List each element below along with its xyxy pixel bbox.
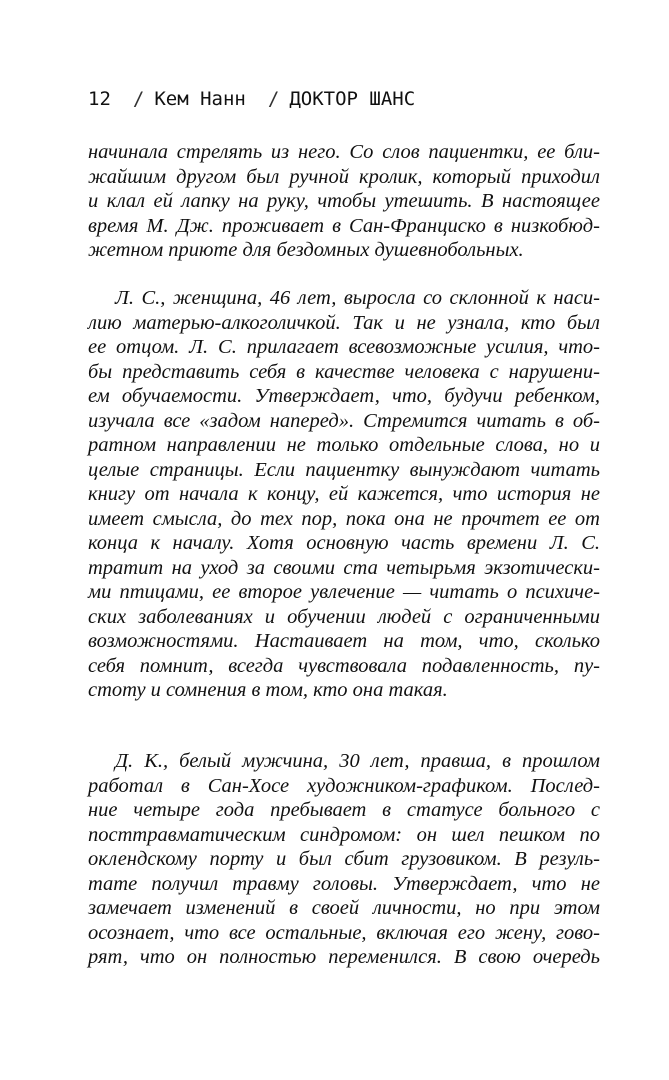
text-line: Д. К., белый мужчина, 30 лет, правша, в прошлом [115,750,600,772]
text-line: лию матерью-алкоголичкой. Так и не узнала, кто был [88,311,600,334]
text-line: ратном направлении не только отдельные слова, но и [88,434,600,456]
paragraph-case-ls [88,286,600,703]
text-line: стоту и сомнения в том, кто она такая. [88,679,448,701]
separator: / [267,88,280,110]
book-title: ДОКТОР ШАНС [289,88,416,110]
text-line: бы представить себя в качестве человека с нарушени- [88,360,600,383]
text-line: начинала стрелять из него. Со слов пациентки, ее бли- [88,141,600,163]
text-line: ских заболеваниях и обучении людей с ограниченными [88,605,600,628]
paragraph-case-dk [88,749,600,970]
paragraph-continuation [88,140,600,263]
text-line: замечает изменений в своей личности, но при этом [88,897,600,919]
text-line: конца к началу. Хотя основную часть времени Л. С. [88,532,600,554]
page-number: 12 [88,88,111,110]
separator: / [132,88,145,110]
text-line: посттравматическим синдромом: он шел пешком по [88,823,600,846]
text-line: Л. С., женщина, 46 лет, выросла со склонной к наси- [115,287,600,309]
text-line: оклендскому порту и был сбит грузовиком. В резуль- [88,848,600,870]
running-header [88,88,415,110]
text-line: тратит на уход за своими ста четырьмя экзотически- [88,556,600,579]
text-line: ние четыре года пребывает в статусе больного с [88,799,600,821]
text-line: работал в Сан-Хосе художником-графиком. Послед- [88,774,600,797]
text-line: тате получил травму головы. Утверждает, что не [88,872,600,895]
text-line: ми птицами, ее второе увлечение — читать о психиче- [88,581,600,603]
text-line: рят, что он полностью переменился. В свою очередь [88,946,600,968]
text-line: книгу от начала к концу, ей кажется, что история не [88,483,600,505]
text-line: время М. Дж. проживает в Сан-Франциско в низкобюд- [88,214,600,237]
text-line: жайшим другом был ручной кролик, который приходил [88,165,600,188]
text-line: возможностями. Настаивает на том, что, сколько [88,630,600,652]
text-line: имеет смысла, до тех пор, пока она не прочтет ее от [88,507,600,530]
text-line: ее отцом. Л. С. прилагает всевозможные усилия, что- [88,336,600,358]
text-line: изучала все «задом наперед». Стремится читать в об- [88,409,600,432]
text-line: осознает, что все остальные, включая его жену, гово- [88,921,600,944]
text-line: целые страницы. Если пациентку вынуждают читать [88,458,600,481]
author-name: Кем Нанн [154,88,246,110]
text-line: и клал ей лапку на руку, чтобы утешить. В настоящее [88,190,600,212]
text-line: себя помнит, всегда чувствовала подавленность, пу- [88,654,600,677]
text-line: ем обучаемости. Утверждает, что, будучи ребенком, [88,385,600,407]
text-line: жетном приюте для бездомных душевнобольных. [88,239,524,261]
